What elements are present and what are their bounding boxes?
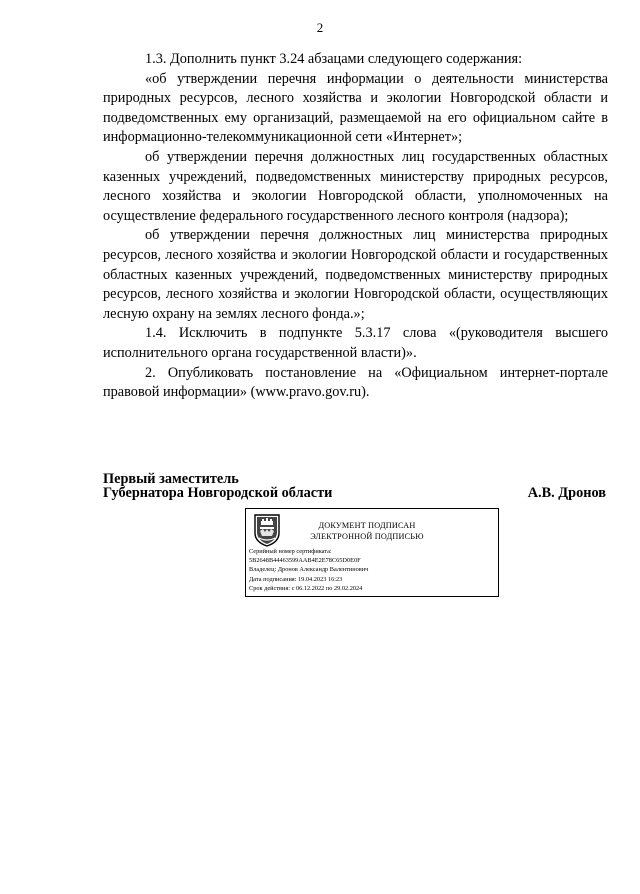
page-number: 2 [316, 20, 324, 35]
signatory-name: А.В. Дронов [527, 485, 606, 501]
signing-date: Дата подписания: 19.04.2023 16:23 [249, 575, 343, 583]
paragraph-1-4: 1.4. Исключить в подпункте 5.3.17 слова «(руководителя высшего исполнительного органа государственной власти)». [103, 325, 608, 361]
paragraph-quote-1: «об утверждении перечня информации о деятельности министерства природных ресурсов, лесного хозяйства и экологии Новгородской области и подведомственных ему организаций, размещаемой на его официальном сайте в информационно-телекоммуникационной сети «Интернет»; [103, 70, 608, 146]
signatory-title-line1: Первый заместитель [103, 471, 239, 487]
certificate-validity: Срок действия: с 06.12.2022 по 29.02.2024 [249, 584, 363, 592]
stamp-header-line2: ЭЛЕКТРОННОЙ ПОДПИСЬЮ [310, 531, 424, 541]
stamp-header [292, 521, 442, 542]
document-body [103, 50, 608, 403]
stamp-header-line1: ДОКУМЕНТ ПОДПИСАН [318, 521, 416, 530]
certificate-label: Серийный номер сертификата: [249, 548, 332, 555]
certificate-owner: Владелец: Дронов Александр Валентинович [249, 566, 369, 574]
stamp-details [249, 547, 368, 593]
coat-of-arms-icon [252, 513, 282, 547]
paragraph-quote-3: об утверждении перечня должностных лиц министерства природных ресурсов, лесного хозяйства и экологии Новгородской области и государственных областных казенных учреждений, подведомственных министерству природных ресурсов, лесного хозяйства и экологии Новгородской области, осуществляющих лесную охрану на землях лесного фонда.»; [103, 227, 608, 322]
signatory-title-line2: Губернатора Новгородской области [103, 485, 333, 501]
signature-block [103, 472, 608, 500]
electronic-signature-stamp [245, 508, 499, 597]
paragraph-2: 2. Опубликовать постановление на «Официальном интернет-портале правовой информации» (www.pravo.gov.ru). [103, 364, 608, 401]
certificate-number: 5B2648B44463599AAB4E2E78C65D0E0F [249, 557, 361, 565]
paragraph-1-3: 1.3. Дополнить пункт 3.24 абзацами следующего содержания: [145, 51, 523, 67]
paragraph-quote-2: об утверждении перечня должностных лиц государственных областных казенных учреждений, подведомственных министерству природных ресурсов, лесного хозяйства и экологии Новгородской области, уполномоченных на осуществление федерального государственного лесного контроля (надзора); [103, 148, 608, 224]
